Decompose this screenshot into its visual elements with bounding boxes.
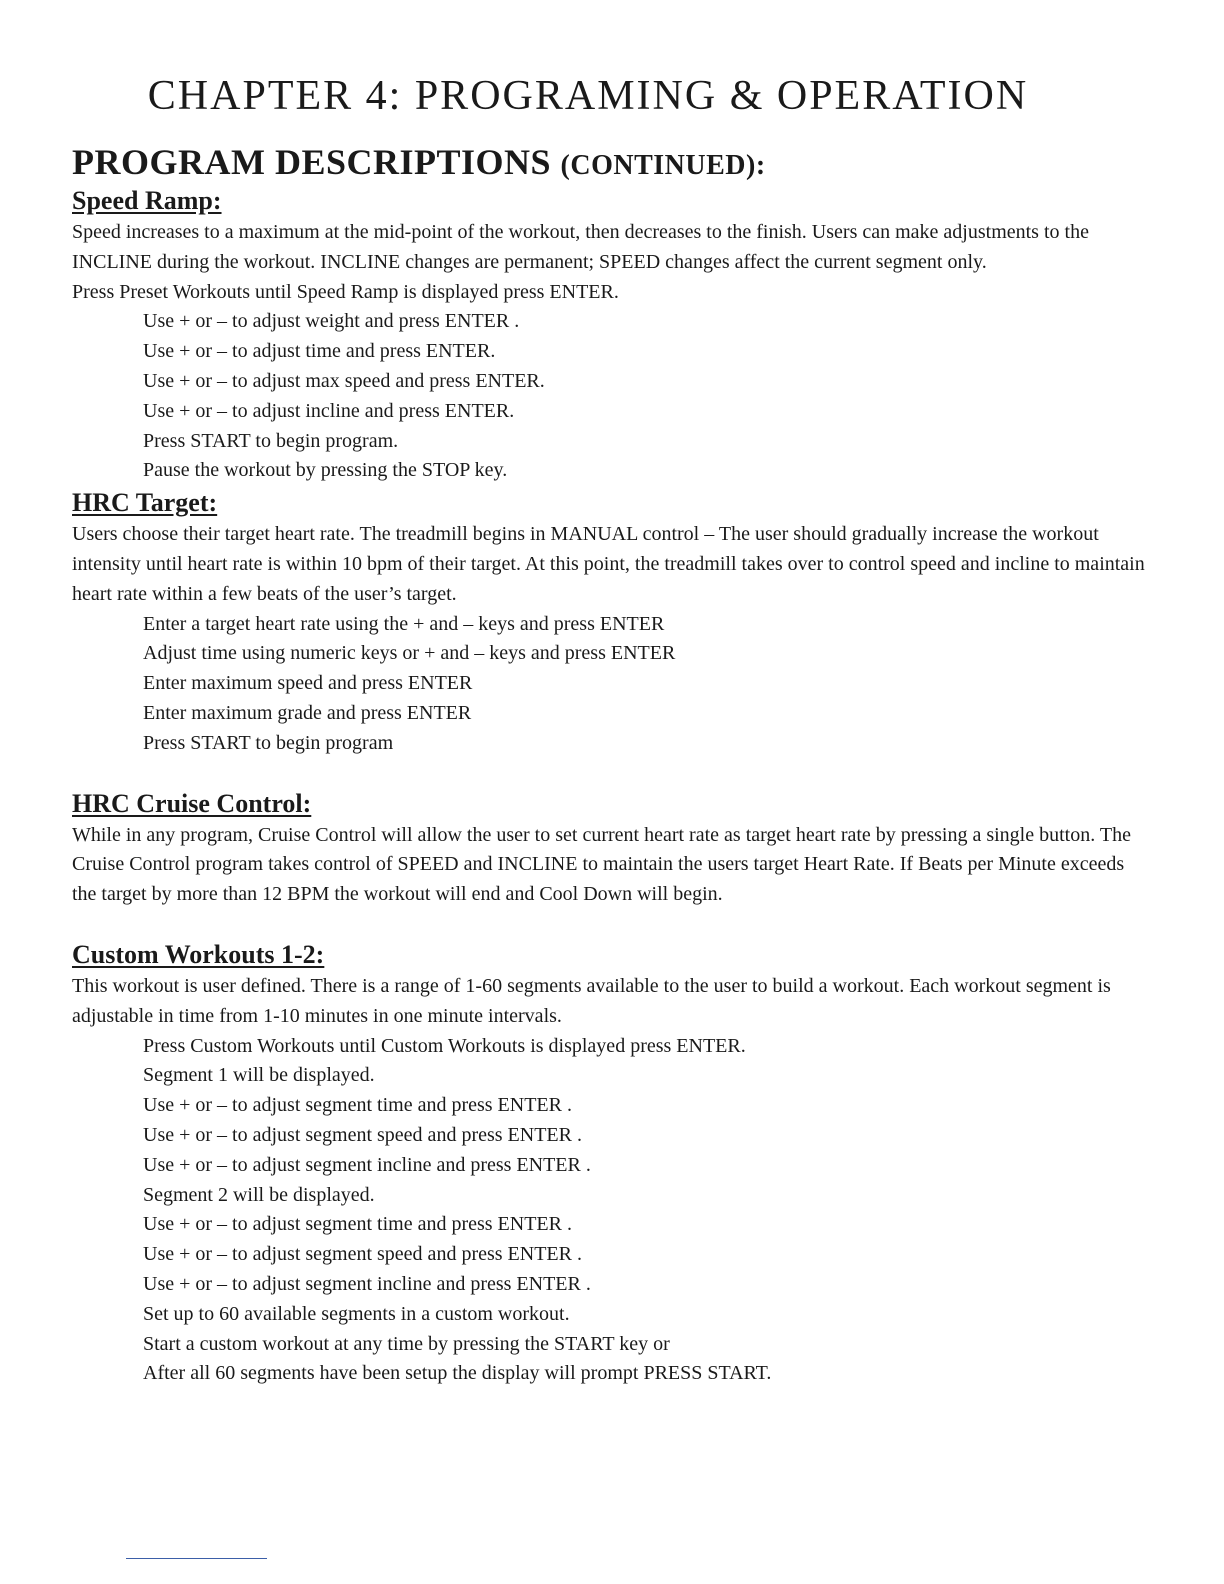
section-title-sub: (CONTINUED): — [560, 150, 766, 181]
list-item: Set up to 60 available segments in a custom workout. — [143, 1302, 570, 1325]
spacer — [72, 910, 1152, 938]
custom-workouts-description: This workout is user defined. There is a range of 1-60 segments available to the user to build a workout. Each workout segment is adjustable in time from 1-10 minutes in one minute intervals. — [72, 974, 1111, 1027]
list-item: Segment 2 will be displayed. — [143, 1183, 375, 1206]
list-item: Use + or – to adjust weight and press ENTER . — [143, 310, 520, 333]
speed-ramp-section — [72, 184, 1152, 486]
list-item: Press START to begin program — [143, 731, 394, 754]
speed-ramp-heading: Speed Ramp: — [72, 186, 222, 215]
custom-workouts-section — [72, 938, 1152, 1389]
section-title-main: PROGRAM DESCRIPTIONS — [72, 142, 552, 182]
hrc-cruise-description: While in any program, Cruise Control will allow the user to set current heart rate as target heart rate by pressing a single button. The Cruise Control program takes control of SPEED and INCLINE to maintain the users target Heart Rate. If Beats per Minute exceeds the target by more than 12 BPM the workout will end and Cool Down will begin. — [72, 823, 1131, 906]
section-heading — [72, 138, 766, 190]
list-item: Use + or – to adjust segment speed and press ENTER . — [143, 1123, 582, 1146]
list-item: Press Custom Workouts until Custom Workouts is displayed press ENTER. — [143, 1034, 746, 1057]
list-item: Use + or – to adjust time and press ENTER. — [143, 340, 496, 363]
list-item: Use + or – to adjust incline and press ENTER. — [143, 399, 515, 422]
speed-ramp-intro: Press Preset Workouts until Speed Ramp is displayed press ENTER. — [72, 280, 619, 303]
hrc-cruise-heading: HRC Cruise Control: — [72, 788, 312, 818]
list-item: After all 60 segments have been setup the display will prompt PRESS START. — [143, 1362, 772, 1385]
list-item: Enter maximum grade and press ENTER — [143, 701, 472, 724]
hrc-target-description: Users choose their target heart rate. The treadmill begins in MANUAL control – The user should gradually increase the workout intensity until heart rate is within 10 bpm of their target. At this point, the treadmill takes over to control speed and incline to maintain heart rate within a few beats of the user’s target. — [72, 523, 1145, 605]
custom-workouts-heading: Custom Workouts 1-2: — [72, 939, 325, 969]
page-content — [72, 184, 1152, 1389]
list-item: Use + or – to adjust segment time and press ENTER . — [143, 1213, 572, 1236]
hrc-target-section — [72, 486, 1152, 758]
footer-divider — [126, 1558, 267, 1559]
spacer — [72, 759, 1152, 787]
list-item: Use + or – to adjust segment time and press ENTER . — [143, 1094, 572, 1117]
hrc-target-steps — [72, 610, 1152, 759]
list-item: Use + or – to adjust max speed and press ENTER. — [143, 369, 545, 392]
speed-ramp-steps — [72, 307, 1152, 486]
chapter-title: CHAPTER 4: PROGRAMING & OPERATION — [147, 73, 1029, 119]
list-item: Use + or – to adjust segment incline and press ENTER . — [143, 1272, 591, 1295]
custom-workouts-steps — [72, 1032, 1152, 1390]
list-item: Segment 1 will be displayed. — [143, 1064, 375, 1087]
list-item: Use + or – to adjust segment incline and press ENTER . — [143, 1153, 591, 1176]
list-item: Enter maximum speed and press ENTER — [143, 672, 473, 695]
list-item: Enter a target heart rate using the + and – keys and press ENTER — [143, 612, 665, 635]
list-item: Press START to begin program. — [143, 429, 399, 452]
list-item: Pause the workout by pressing the STOP key. — [143, 459, 508, 482]
list-item: Adjust time using numeric keys or + and – keys and press ENTER — [143, 642, 676, 665]
hrc-cruise-section — [72, 787, 1152, 910]
speed-ramp-description: Speed increases to a maximum at the mid-point of the workout, then decreases to the finish. Users can make adjustments to the INCLINE during the workout. INCLINE changes are permanent; SPEED changes affect the current segment only. — [72, 221, 1089, 273]
list-item: Use + or – to adjust segment speed and press ENTER . — [143, 1243, 582, 1266]
list-item: Start a custom workout at any time by pressing the START key or — [143, 1332, 670, 1355]
hrc-target-heading: HRC Target: — [72, 488, 218, 518]
